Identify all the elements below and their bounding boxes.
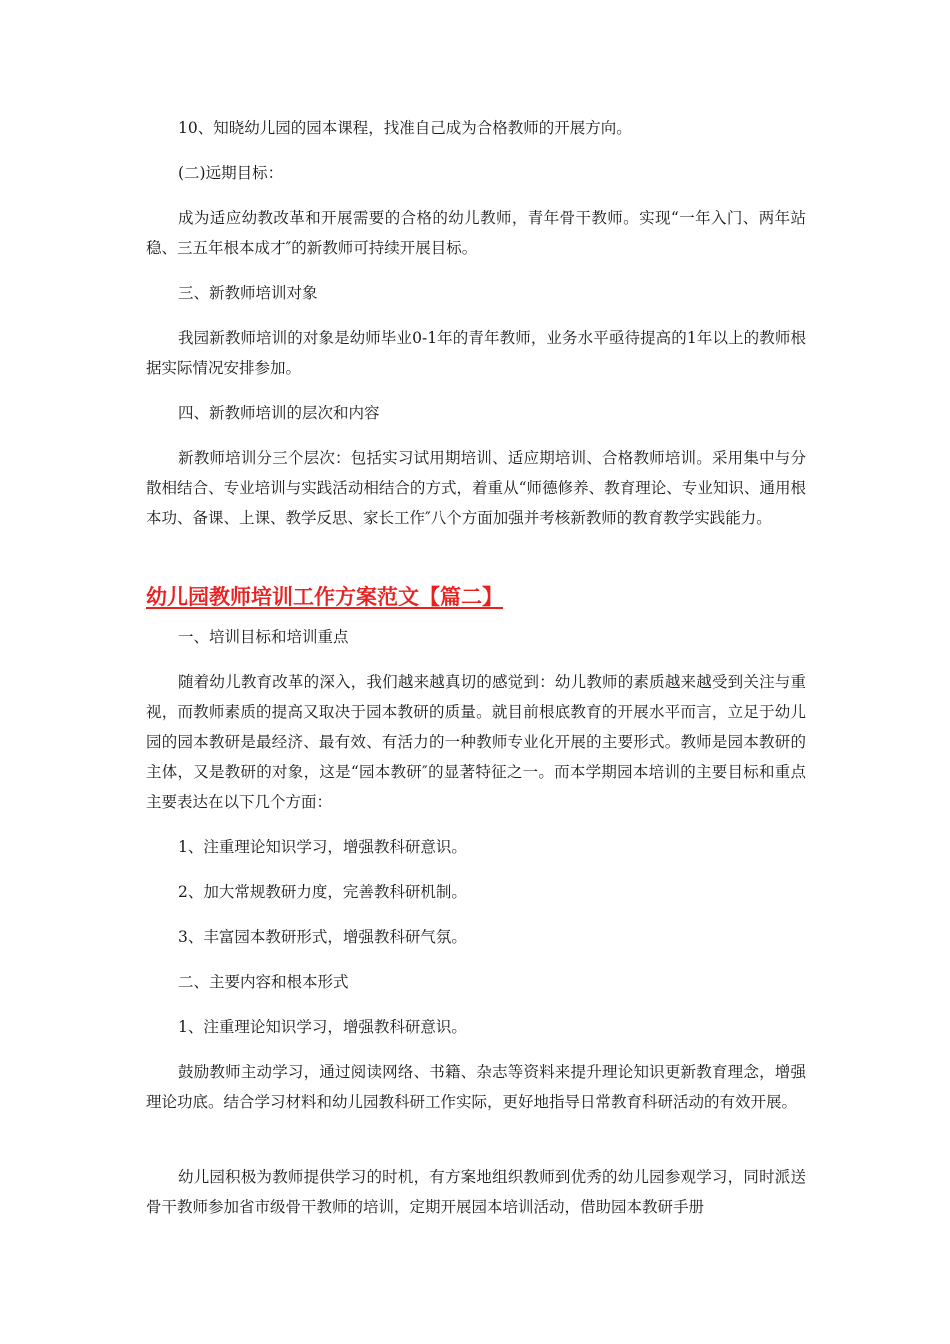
- paragraph-goal-10: 10、知晓幼儿园的园本课程，找准自己成为合格教师的开展方向。: [178, 119, 632, 137]
- paragraph-encourage-learning: 鼓励教师主动学习，通过阅读网络、书籍、杂志等资料来提升理论知识更新教育理念，增强理论功底。结合学习材料和幼儿园教科研工作实际，更好地指导日常教育科研活动的有效开展。: [146, 1063, 806, 1111]
- paragraph-training-levels: 新教师培训分三个层次：包括实习试用期培训、适应期培训、合格教师培训。采用集中与分散相结合、专业培训与实践活动相结合的方式，着重从“师德修养、教育理论、专业知识、通用根本功、备课、上课、教学反思、家长工作″八个方面加强并考核新教师的教育教学实践能力。: [146, 449, 806, 527]
- paragraph-goal-item-2: 2、加大常规教研力度，完善教科研机制。: [178, 883, 467, 901]
- paragraph-goal-item-3: 3、丰富园本教研形式，增强教科研气氛。: [178, 928, 467, 946]
- paragraph-section-3-title: 三、新教师培训对象: [178, 284, 318, 302]
- paragraph-section-4-title: 四、新教师培训的层次和内容: [178, 404, 380, 422]
- paragraph-long-term-goal: 成为适应幼教改革和开展需要的合格的幼儿教师，青年骨干教师。实现“一年入门、两年站稳、三五年根本成才″的新教师可持续开展目标。: [146, 209, 806, 257]
- paragraph-learning-opportunities: 幼儿园积极为教师提供学习的时机，有方案地组织教师到优秀的幼儿园参观学习，同时派送骨干教师参加省市级骨干教师的培训，定期开展园本培训活动，借助园本教研手册: [146, 1168, 806, 1216]
- section-heading-part-two: 幼儿园教师培训工作方案范文【篇二】: [146, 585, 503, 609]
- paragraph-section-1-title: 一、培训目标和培训重点: [178, 628, 349, 646]
- paragraph-goal-item-1: 1、注重理论知识学习，增强教科研意识。: [178, 838, 467, 856]
- paragraph-content-item-1: 1、注重理论知识学习，增强教科研意识。: [178, 1018, 467, 1036]
- paragraph-section-2-title: 二、主要内容和根本形式: [178, 973, 349, 991]
- paragraph-long-term-goal-title: (二)远期目标：: [178, 164, 284, 182]
- paragraph-training-target: 我园新教师培训的对象是幼师毕业0-1年的青年教师，业务水平亟待提高的1年以上的教师根据实际情况安排参加。: [146, 329, 806, 377]
- paragraph-reform-intro: 随着幼儿教育改革的深入，我们越来越真切的感觉到：幼儿教师的素质越来越受到关注与重视，而教师素质的提高又取决于园本教研的质量。就目前根底教育的开展水平而言，立足于幼儿园的园本教研是最经济、最有效、有活力的一种教师专业化开展的主要形式。教师是园本教研的主体，又是教研的对象，这是“园本教研″的显著特征之一。而本学期园本培训的主要目标和重点主要表达在以下几个方面：: [146, 673, 806, 811]
